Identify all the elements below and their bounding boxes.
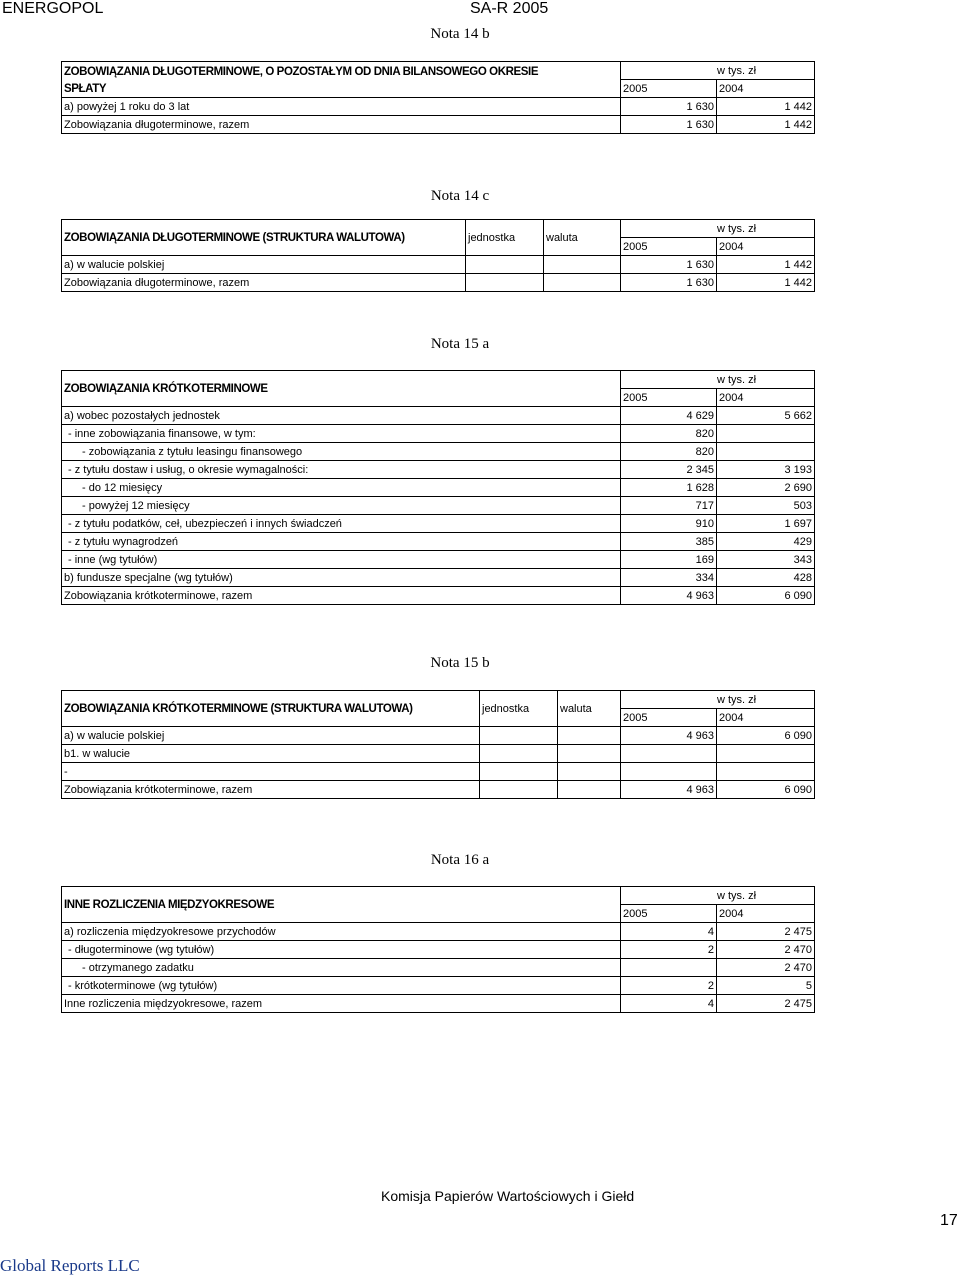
table-row: Zobowiązania długoterminowe, razem 1 630 1 442 [62, 116, 815, 134]
year-header: 2004 [717, 709, 815, 727]
unit-label: w tys. zł [621, 371, 815, 389]
table-heading: ZOBOWIĄZANIA DŁUGOTERMINOWE, O POZOSTAŁYM OD DNIA BILANSOWEGO OKRESIE [62, 62, 621, 80]
table-row: a) wobec pozostałych jednostek 4 629 5 662 [62, 407, 815, 425]
table-row: - z tytułu wynagrodzeń 385 429 [62, 533, 815, 551]
table-heading: ZOBOWIĄZANIA KRÓTKOTERMINOWE (STRUKTURA WALUTOWA) [62, 691, 480, 727]
table-heading: ZOBOWIĄZANIA DŁUGOTERMINOWE (STRUKTURA WALUTOWA) [62, 220, 466, 256]
col-waluta: waluta [558, 691, 621, 727]
table-nota-15b [61, 690, 815, 799]
table-nota-15a [61, 370, 815, 605]
table-heading: SPŁATY [62, 80, 621, 98]
year-header: 2005 [621, 80, 717, 98]
unit-label: w tys. zł [621, 62, 815, 80]
footer-text: Komisja Papierów Wartościowych i Giełd [381, 1188, 635, 1204]
table-nota-14c [61, 219, 815, 292]
company-name: ENERGOPOL [2, 0, 104, 17]
table-nota-14b [61, 61, 815, 134]
table-row: Zobowiązania krótkoterminowe, razem 4 963 6 090 [62, 587, 815, 605]
year-header: 2004 [717, 238, 815, 256]
table-row: - z tytułu dostaw i usług, o okresie wymagalności: 2 345 3 193 [62, 461, 815, 479]
table-row: - z tytułu podatków, ceł, ubezpieczeń i innych świadczeń 910 1 697 [62, 515, 815, 533]
table-row: a) w walucie polskiej 1 630 1 442 [62, 256, 815, 274]
year-header: 2005 [621, 389, 717, 407]
table-row: - krótkoterminowe (wg tytułów) 2 5 [62, 977, 815, 995]
table-row: - długoterminowe (wg tytułów) 2 2 470 [62, 941, 815, 959]
nota-15b-title: Nota 15 b [430, 655, 490, 671]
report-code: SA-R 2005 [470, 0, 549, 17]
page-number: 17 [940, 1212, 958, 1229]
col-jednostka: jednostka [466, 220, 544, 256]
year-header: 2004 [717, 389, 815, 407]
table-row: Inne rozliczenia międzyokresowe, razem 4 2 475 [62, 995, 815, 1013]
table-row: a) rozliczenia międzyokresowe przychodów 4 2 475 [62, 923, 815, 941]
table-row: - powyżej 12 miesięcy 717 503 [62, 497, 815, 515]
table-heading: INNE ROZLICZENIA MIĘDZYOKRESOWE [62, 887, 621, 923]
year-header: 2004 [717, 905, 815, 923]
table-nota-16a [61, 886, 815, 1013]
table-row: - do 12 miesięcy 1 628 2 690 [62, 479, 815, 497]
table-row: - zobowiązania z tytułu leasingu finansowego 820 [62, 443, 815, 461]
nota-14b-title: Nota 14 b [430, 26, 490, 42]
brand-text: Global Reports LLC [0, 1256, 140, 1275]
table-heading: ZOBOWIĄZANIA KRÓTKOTERMINOWE [62, 371, 621, 407]
year-header: 2004 [717, 80, 815, 98]
unit-label: w tys. zł [621, 220, 815, 238]
table-row: - [62, 763, 815, 781]
unit-label: w tys. zł [621, 691, 815, 709]
col-waluta: waluta [544, 220, 621, 256]
nota-16a-title: Nota 16 a [430, 852, 490, 868]
year-header: 2005 [621, 709, 717, 727]
col-jednostka: jednostka [480, 691, 558, 727]
table-row: a) w walucie polskiej 4 963 6 090 [62, 727, 815, 745]
table-row: Zobowiązania długoterminowe, razem 1 630 1 442 [62, 274, 815, 292]
table-row: Zobowiązania krótkoterminowe, razem 4 963 6 090 [62, 781, 815, 799]
table-row: - otrzymanego zadatku 2 470 [62, 959, 815, 977]
year-header: 2005 [621, 905, 717, 923]
table-row: - inne (wg tytułów) 169 343 [62, 551, 815, 569]
year-header: 2005 [621, 238, 717, 256]
nota-14c-title: Nota 14 c [430, 188, 490, 204]
table-row: b) fundusze specjalne (wg tytułów) 334 428 [62, 569, 815, 587]
nota-15a-title: Nota 15 a [430, 336, 490, 352]
unit-label: w tys. zł [621, 887, 815, 905]
table-row: b1. w walucie [62, 745, 815, 763]
table-row: a) powyżej 1 roku do 3 lat 1 630 1 442 [62, 98, 815, 116]
table-row: - inne zobowiązania finansowe, w tym: 820 [62, 425, 815, 443]
